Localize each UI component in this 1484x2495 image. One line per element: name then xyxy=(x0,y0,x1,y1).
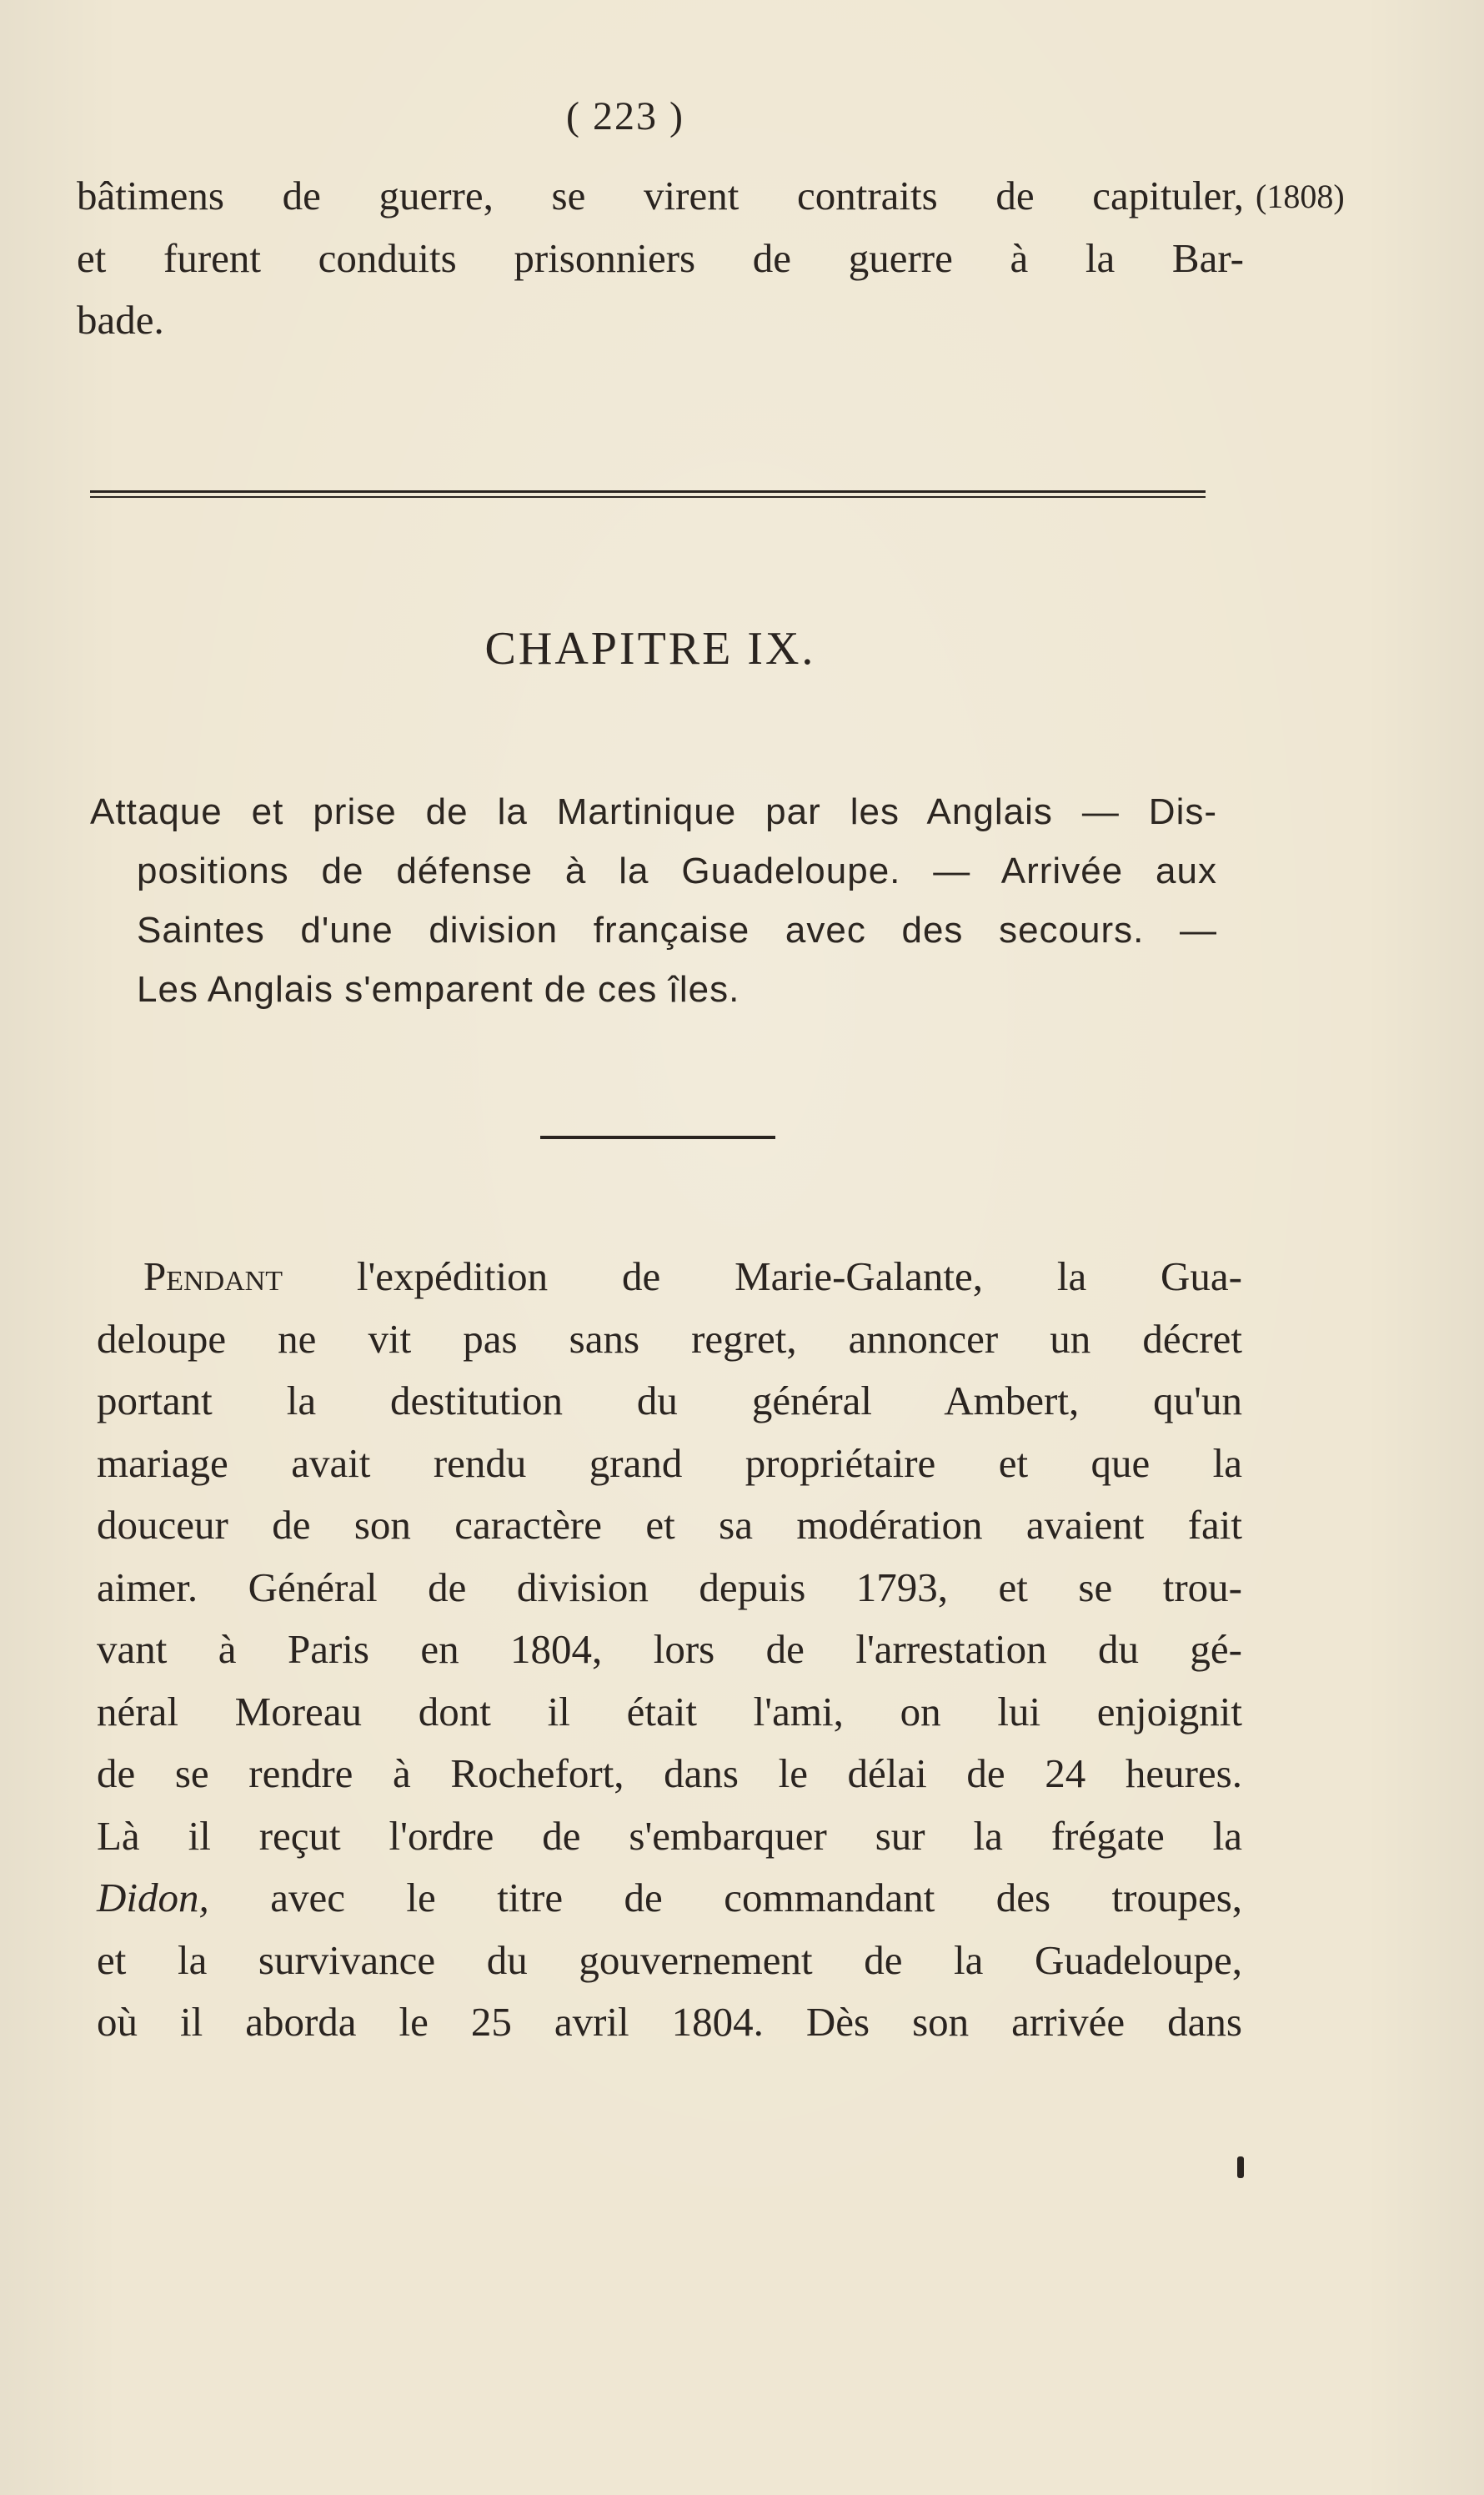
text-line: mariage avait rendu grand propriétaire et que la xyxy=(97,1439,1242,1486)
summary-line: Les Anglais s'emparent de ces îles. xyxy=(137,969,740,1010)
summary-line: positions de défense à la Guadeloupe. — Arrivée aux xyxy=(137,851,1217,891)
text-line: où il aborda le 25 avril 1804. Dès son arrivée dans xyxy=(97,1999,1242,2045)
text-line: néral Moreau dont il était l'ami, on lui enjoignit xyxy=(97,1688,1242,1734)
ship-name: Didon, xyxy=(97,1875,209,1920)
text-line: aimer. Général de division depuis 1793, et se trou- xyxy=(97,1564,1242,1610)
short-rule-divider xyxy=(540,1136,775,1139)
margin-year-note: (1808) xyxy=(1256,178,1345,215)
text-line-rest: l'expédition de Marie-Galante, la Gua- xyxy=(283,1253,1242,1299)
lead-word: Pendant xyxy=(143,1253,283,1299)
text-line: deloupe ne vit pas sans regret, annoncer un décret xyxy=(97,1315,1242,1362)
chapter-summary xyxy=(90,782,1217,1019)
text-line: vant à Paris en 1804, lors de l'arrestation du gé- xyxy=(97,1626,1242,1672)
ink-mark xyxy=(1237,2156,1244,2178)
text-line-rest: avec le titre de commandant des troupes, xyxy=(270,1875,1243,1920)
summary-line: Attaque et prise de la Martinique par les Anglais — Dis- xyxy=(90,791,1217,832)
text-line: et furent conduits prisonniers de guerre à la Bar- xyxy=(77,234,1244,281)
summary-line: Saintes d'une division française avec des secours. — xyxy=(137,910,1217,951)
text-line: douceur de son caractère et sa modération avaient fait xyxy=(97,1502,1242,1548)
body-paragraph xyxy=(97,1246,1242,2054)
text-line: bade. xyxy=(77,297,164,343)
text-line: et la survivance du gouvernement de la Guadeloupe, xyxy=(97,1936,1242,1983)
text-line: de se rendre à Rochefort, dans le délai de 24 heures. xyxy=(97,1750,1242,1796)
text-line: portant la destitution du général Ambert, qu'un xyxy=(97,1378,1242,1423)
page-number: ( 223 ) xyxy=(566,94,684,138)
text-line: bâtimens de guerre, se virent contraits de capituler, xyxy=(77,173,1244,218)
chapter-title: CHAPITRE IX. xyxy=(484,623,816,675)
double-rule-divider xyxy=(90,490,1206,498)
text-line xyxy=(97,1246,1242,1308)
continued-paragraph xyxy=(77,165,1244,352)
text-line xyxy=(97,1867,1242,1930)
text-line: Là il reçut l'ordre de s'embarquer sur la frégate la xyxy=(97,1812,1242,1859)
